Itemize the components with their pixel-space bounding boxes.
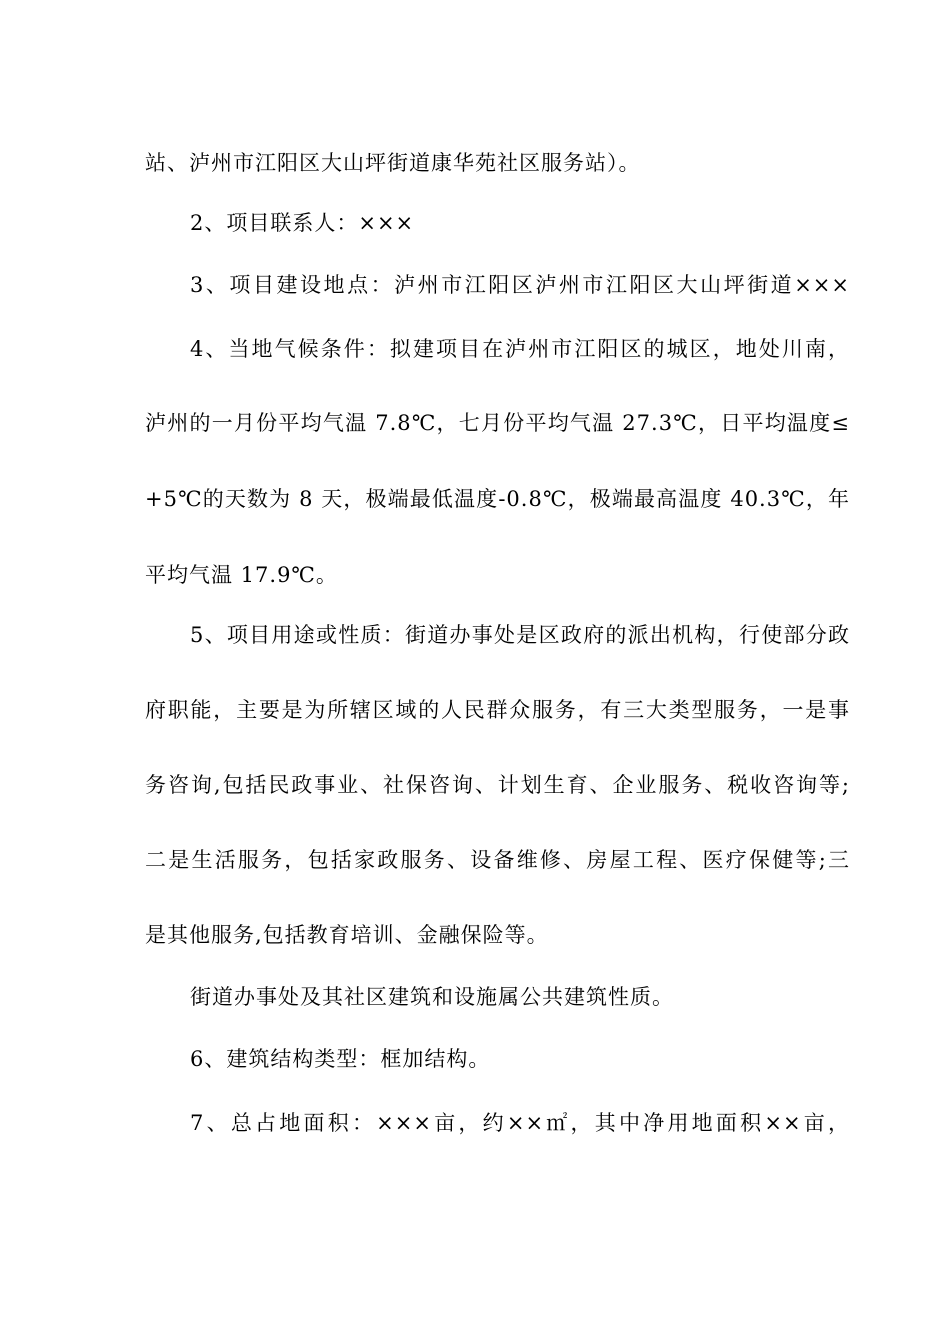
text-line-13: 街道办事处及其社区建筑和设施属公共建筑性质。 [190,985,674,1009]
text-line-6: +5℃的天数为 8 天，极端最低温度-0.8℃，极端最高温度 40.3℃，年 [145,487,850,511]
text-line-3: 3、项目建设地点：泸州市江阳区泸州市江阳区大山坪街道××× [190,273,850,297]
text-line-12: 是其他服务,包括教育培训、金融保险等。 [145,923,549,947]
text-line-11: 二是生活服务，包括家政服务、设备维修、房屋工程、医疗保健等;三 [145,848,850,872]
text-line-4: 4、当地气候条件：拟建项目在泸州市江阳区的城区，地处川南， [190,337,850,361]
text-line-10: 务咨询,包括民政事业、社保咨询、计划生育、企业服务、税收咨询等; [145,773,850,797]
text-line-5: 泸州的一月份平均气温 7.8℃，七月份平均气温 27.3℃，日平均温度≤ [145,411,850,435]
text-line-14: 6、建筑结构类型：框加结构。 [190,1047,491,1071]
text-line-2: 2、项目联系人：××× [190,211,415,235]
text-line-15: 7、总占地面积：×××亩，约××㎡，其中净用地面积××亩， [190,1111,850,1135]
text-line-7: 平均气温 17.9℃。 [145,563,338,587]
text-line-1: 站、泸州市江阳区大山坪街道康华苑社区服务站）。 [145,151,641,175]
text-line-8: 5、项目用途或性质：街道办事处是区政府的派出机构，行使部分政 [190,623,850,647]
text-line-9: 府职能，主要是为所辖区域的人民群众服务，有三大类型服务，一是事 [145,698,850,722]
